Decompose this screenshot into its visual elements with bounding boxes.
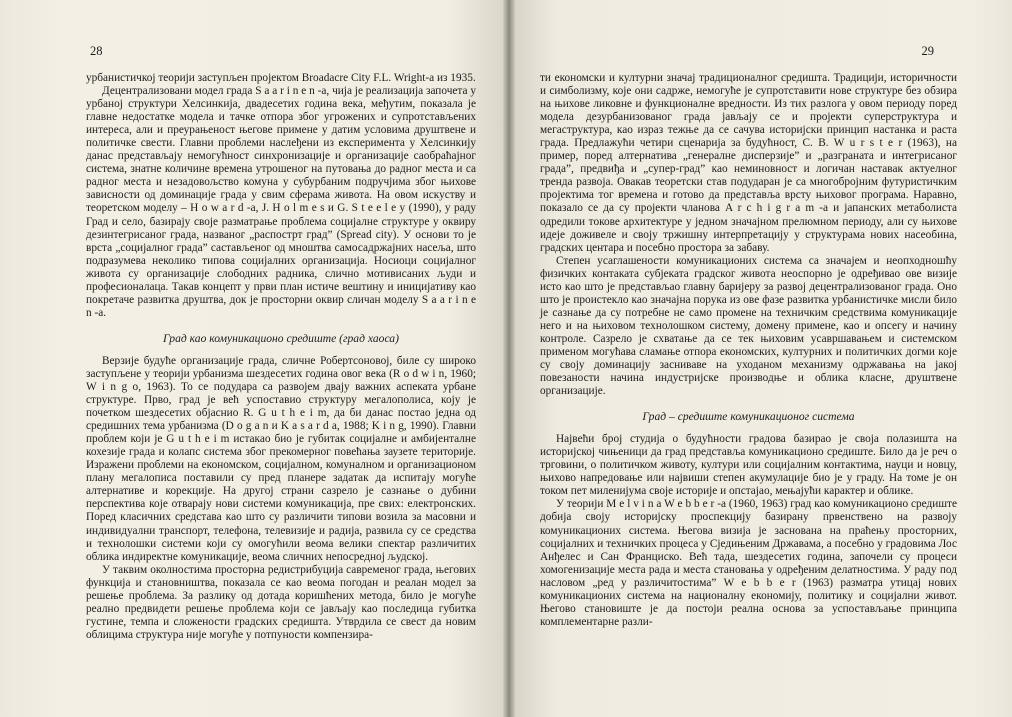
paragraph: Степен усаглашености комуникационих система са значајем и неопходношћу физичких контаката субјеката градског живота неоспорно је одређивао ове визије исто као што је представљао главну баријеру за развој децентрализованог града. Оно што је проистекло као значајна порука из ове фазе развитка урбанистичке мисли било је сазнање да су потребне не само промене на техничким средствима комуникације него и на њиховом технолошком систему, домену примене, као и опсегу и начину контроле. Сазрело је схватање да се тек њиховим усавршавањем и системском применом могућава сламање отпора економских, културних и политичких догми које су своју доминацију засниваве на уходаном механизму одржавања на јакој повезаности начина индустријске производње и облика класне, друштвене организације. bbox=[540, 254, 957, 398]
book-gutter bbox=[503, 0, 515, 717]
right-page bbox=[508, 0, 1012, 717]
paragraph: ти економски и културни значај традиционалног средишта. Традицији, историчности и симболизму, које они садрже, немогуће је супротставити нове структуре без обзира на њихове ликовне и функционалне вредности. Из тих разлога у овом периоду поред модела дезурбанизованог града јављају се и пројекти суперструктура и мегаструктура, као израз тежње да се сачува историјски принцип настанка и раста града. Предлажући четири сценарија за будућност, C. B. W u r s t e r (1963), на пример, поред алтернатива „генералне дисперзије” и „разграната и интегрисаног града”, предвиђа и „супер-град” као неминовност и логичан наставак актуелног тренда развоја. Овакав теоретски став подударан је са многобројним футуристичким пројектима тог времена и готово да представља врсту њиховог програма. Наравно, показало се да су пројекти чланова A r c h i g r a m -а и јапанских метаболиста одредили токове архитектуре у једном значајном прелюмном периоду, али су њихове идеје доживеле и своју тржишну интерпретацију у структурама нових насеобина, градских центара и посебно простора за забаву. bbox=[540, 72, 957, 254]
paragraph: У таквим околностима просторна редистрибуција савременог града, његових функција и становништва, показала се као веома погодан и реалан модел за решење проблема. За разлику од дотада коришћених метода, било је могуће реално предвидети решење проблема који се јављају као последица губитка густине, темпа и сложености градских средишта. Утврдила се свест да новим облицима структура није могуће у потпуности компензира- bbox=[86, 563, 476, 641]
section-heading: Град као комуникационо средиште (град хаоса) bbox=[163, 331, 399, 345]
paragraph: Највећи број студија о будућности градова базирао је своја полазишта на историјској чињеници да град представља комуникационо средиште. Било да је реч о трговини, о политичком животу, култури или социјалним контактима, науци и новцу, њихово напредовање или највиши степен акумулације био је у граду. На томе је он током пет миленијума своје историје и опстајао, мењајући карактер и облике. bbox=[540, 433, 957, 498]
page-number-right: 29 bbox=[921, 44, 934, 58]
paragraph: урбанистичкој теорији заступљен пројектом Broadacre City F.L. Wright-а из 1935. bbox=[86, 72, 476, 84]
paragraph: У теорији M e l v i n a W e b b e r -а (1960, 1963) град као комуникационо средиште добија своју историјску проспекцију базирану првенствено на развоју комуникационих система. Његова визија је заснована на праћењу просторних, социјалних и техничких процеса у Сједињеним Државама, а посебно у градовима Лос Анђелес и Сан Франциско. Већ тада, шездесетих година, започели су процеси хомогенизације места рада и места становања у одређеним делатностима. У раду под насловом „ред у различитостима” W e b b e r (1963) разматра утицај нових комуникационих система на националну економију, политику и социјални живот. Његово становиште је да постоји реална основа за успостављање принципа комплементарне разли- bbox=[540, 498, 957, 628]
page-number-left: 28 bbox=[90, 44, 103, 58]
paragraph: Верзије будуће организације града, сличне Робертсоновој, биле су широко заступљене у теорији урбанизма шездесетих година овог века (R o d w i n, 1960; W i n g o, 1963). То се подудара са развојем двају важних аспеката урбане структуре. Прво, град је већ успоставио структуру мегалополиса, којy je почетком шездесетих објаснио R. G u t h e i m, да би данас постао једна од средишних тема урбанизма (D o g a n и K a s a r d a, 1988; K i n g, 1990). Главни проблем који је G u t h e i m истакао био је губитак социјалне и амбијенталне кохезије града и колапс система због прекомерног повећања заузете територије. Изражени проблеми на економском, социјалном, комуналном и организационом плану мегалописа поставили су пред планере задатак да испитају могуће алтернативе и корекције. На другој страни сазрело је сазнање о дубини перспектива које отварају нови системи комуникација, пре свих: електронских. Поред класичних средстава као што су различити типови возила за масовни и индивидуални транспорт, телефона, телевизије и радија, развила су се средства и технолошки системи који су омогућили веома велики спектар различитих облика индиректне комуникације, веома сличних непосредној људској. bbox=[86, 354, 476, 563]
section-heading: Град – средиште комуникационог система bbox=[642, 410, 855, 424]
paragraph: Децентрализовани модел града S a a r i n e n -а, чија је реализација започета у урбаној структури Хелсинкија, двадесетих година века, међутим, показала је главне недостатке модела и тачке отпора због угрожених и супротстављених интереса, али и преурањеност његове примене у датим условима друштвене и политичке свести. Главни проблеми наслеђени из експеримента у Хелсинкију данас представљају немогућност синхронизације и организације саобраћајног система, знатне количине времена утрошеног на путовања до радног места и са радног места и незадовољство комуна у субурбаним подручјима због њихове зависности од доминације града у свим сферама живота. На овом искуству и теоретском моделу – H o w a r d -а, J. H o l m e s и G. S t e e l e y (1990), у раду Град и село, базирају своје разматрање проблема социјалне структуре у оквиру дезинтегрисаног града, названог „распострт град” (Spread city). У основи то је врста „социјалног града” састављеног од мноштва самосадржајних насеља, што подразумева неколико типова социјалних организација. Носиоци социјалног живота су организације слободних радника, слично мотивисаних људи и професионалаца. Такав концепт у први план истиче вештину и иницијативу као покретаче развитка друштва, док је просторни оквир сличан моделу S a a r i n e n -а. bbox=[86, 85, 476, 319]
